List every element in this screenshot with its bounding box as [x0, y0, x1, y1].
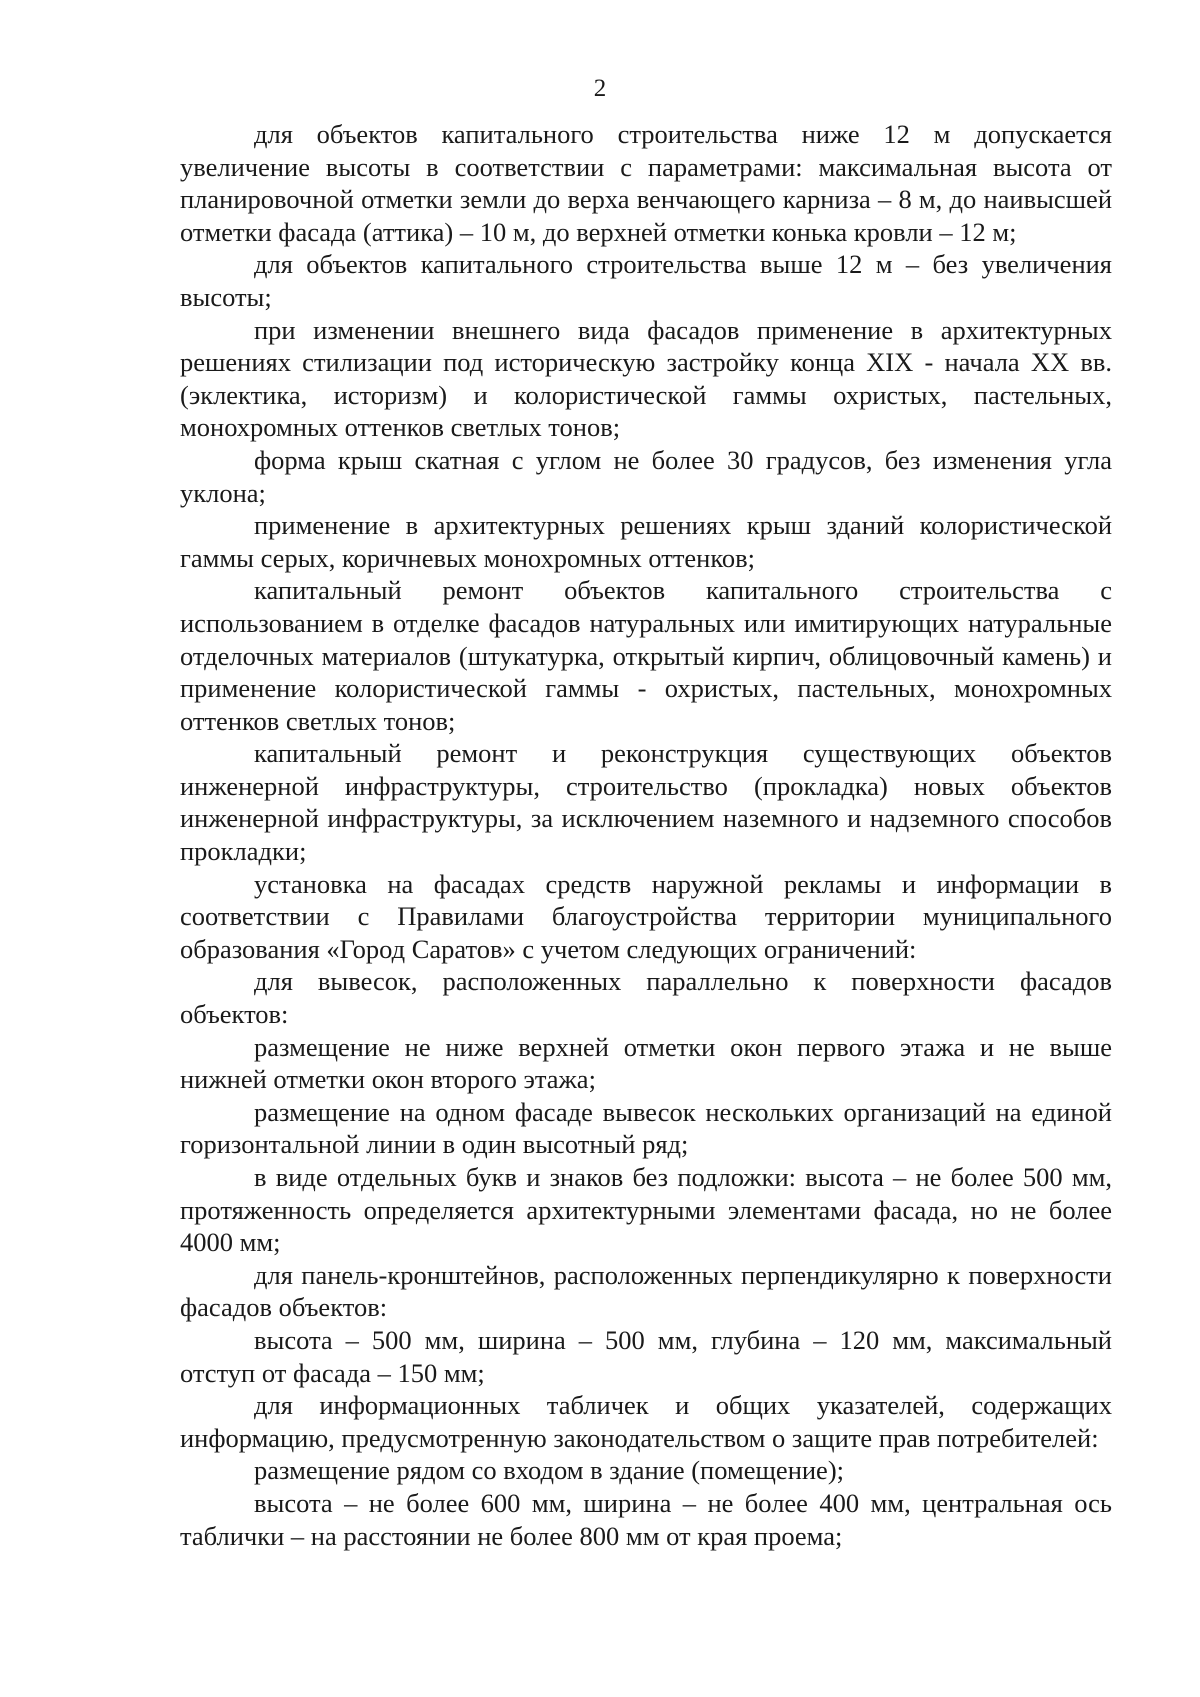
paragraph: для вывесок, расположенных параллельно к поверхности фасадов объектов:	[180, 966, 1112, 1030]
paragraph: размещение не ниже верхней отметки окон первого этажа и не выше нижней отметки окон второго этажа;	[180, 1031, 1112, 1095]
paragraph: размещение на одном фасаде вывесок нескольких организаций на единой горизонтальной линии в один высотный ряд;	[180, 1096, 1112, 1160]
paragraph: для информационных табличек и общих указателей, содержащих информацию, предусмотренную законодательством о защите прав потребителей:	[180, 1390, 1112, 1453]
paragraph: при изменении внешнего вида фасадов применение в архитектурных решениях стилизации под историческую застройку конца XIX - начала XX вв. (эклектика, историзм) и колористической гаммы охристых, пастельных, монохромных оттенков светлых тонов;	[180, 314, 1112, 443]
paragraph: размещение рядом со входом в здание (помещение);	[254, 1455, 845, 1486]
paragraph: форма крыш скатная с углом не более 30 градусов, без изменения угла уклона;	[180, 444, 1112, 508]
paragraph: применение в архитектурных решениях крыш зданий колористической гаммы серых, коричневых монохромных оттенков;	[180, 510, 1112, 573]
paragraph: в виде отдельных букв и знаков без подложки: высота – не более 500 мм, протяженность определяется архитектурными элементами фасада, но не более 4000 мм;	[180, 1162, 1112, 1258]
paragraph: установка на фасадах средств наружной рекламы и информации в соответствии с Правилами благоустройства территории муниципального образования «Город Саратов» с учетом следующих ограничений:	[180, 868, 1112, 964]
paragraph: капитальный ремонт объектов капитального строительства с использованием в отделке фасадов натуральных или имитирующих натуральные отделочных материалов (штукатурка, открытый кирпич, облицовочный камень) и применение колористической гаммы - охристых, пастельных, монохромных оттенков светлых тонов;	[180, 575, 1112, 736]
paragraph: для панель-кронштейнов, расположенных перпендикулярно к поверхности фасадов объектов:	[180, 1259, 1112, 1323]
paragraph: высота – не более 600 мм, ширина – не более 400 мм, центральная ось таблички – на расстоянии не более 800 мм от края проема;	[180, 1487, 1112, 1551]
paragraph: для объектов капитального строительства выше 12 м – без увеличения высоты;	[180, 249, 1112, 312]
paragraph: для объектов капитального строительства ниже 12 м допускается увеличение высоты в соответствии с параметрами: максимальная высота от планировочной отметки земли до верха венчающего карниза – 8 м, до наивысшей отметки фасада (аттика) – 10 м, до верхней отметки конька кровли – 12 м;	[180, 119, 1112, 247]
document-body	[180, 118, 1112, 1552]
paragraph: высота – 500 мм, ширина – 500 мм, глубина – 120 мм, максимальный отступ от фасада – 150 мм;	[180, 1324, 1112, 1388]
paragraph: капитальный ремонт и реконструкция существующих объектов инженерной инфраструктуры, строительство (прокладка) новых объектов инженерной инфраструктуры, за исключением наземного и надземного способов прокладки;	[180, 738, 1112, 867]
page-number: 2	[593, 75, 607, 102]
